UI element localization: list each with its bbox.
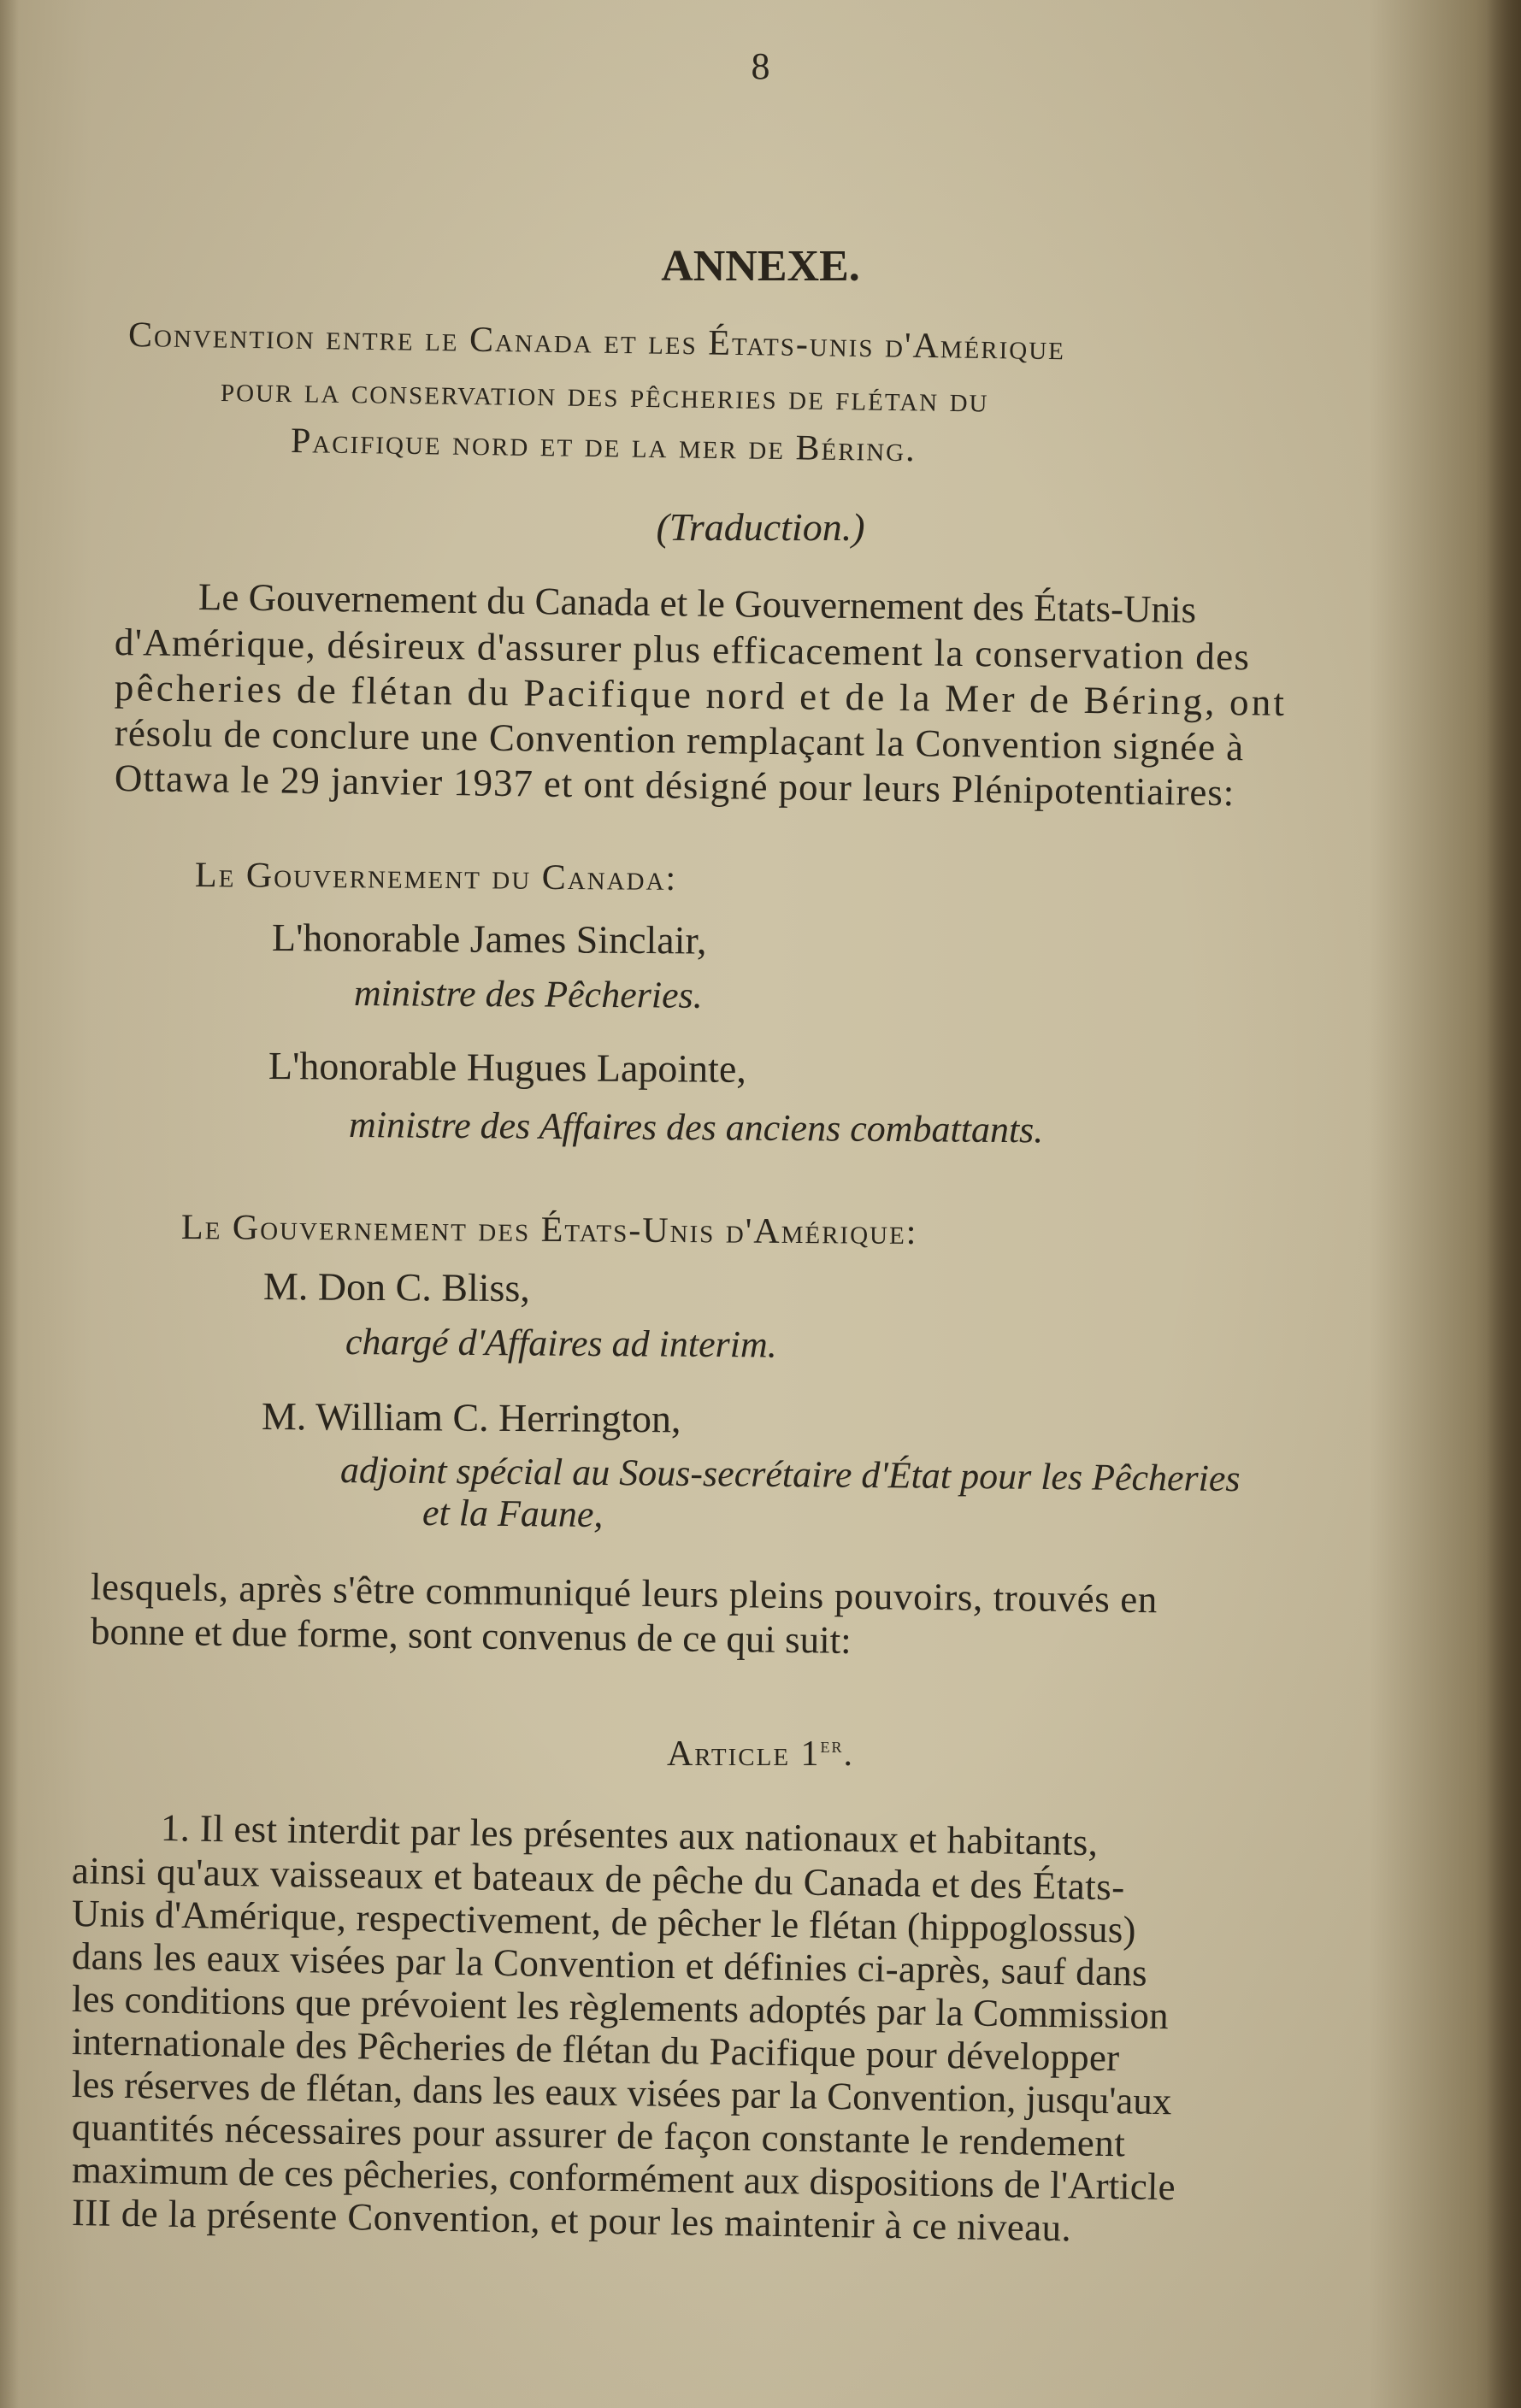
plenipotentiary-name-2: L'honorable Hugues Lapointe,: [268, 1044, 747, 1091]
plenipotentiary-name-4: M. William C. Herrington,: [261, 1394, 681, 1441]
article-line-10: III de la présente Convention, et pour les maintenir à ce niveau.: [71, 2191, 1072, 2250]
article-line-2: ainsi qu'aux vaisseaux et bateaux de pêche du Canada et des États-: [71, 1849, 1126, 1909]
annex-heading: ANNEXE.: [661, 242, 860, 291]
plenipotentiary-title-3: chargé d'Affaires ad interim.: [345, 1321, 777, 1366]
article-line-4: dans les eaux visées par la Convention et définies ci-après, sauf dans: [71, 1934, 1148, 1994]
preamble-line-4: résolu de conclure une Convention remplaçant la Convention signée à: [114, 711, 1245, 769]
usa-heading: Le Gouvernement des États-Unis d'Amérique:: [180, 1208, 918, 1253]
article-line-5: les conditions que prévoient les règlements adoptés par la Commission: [71, 1977, 1170, 2038]
convention-title-line-3: Pacifique nord et de la mer de Béring.: [290, 421, 917, 470]
preamble-line-3: pêcheries de flétan du Pacifique nord et de la Mer de Béring, ont: [114, 666, 1288, 724]
plenipotentiary-name-3: M. Don C. Bliss,: [262, 1264, 531, 1310]
page-right-shadow: [1487, 0, 1521, 2408]
article-line-7: les réserves de flétan, dans les eaux visées par la Convention, jusqu'aux: [71, 2063, 1172, 2123]
article-line-8: quantités nécessaires pour assurer de façon constante le rendement: [71, 2105, 1126, 2165]
article-line-1: 1. Il est interdit par les présentes aux nationaux et habitants,: [160, 1806, 1099, 1864]
translation-note: (Traduction.): [656, 505, 865, 549]
plenipotentiary-title-4: adjoint spécial au Sous-secrétaire d'État pour les Pêcheries: [339, 1449, 1241, 1500]
preamble-line-1: Le Gouvernement du Canada et le Gouvernement des États-Unis: [197, 575, 1197, 632]
plenipotentiary-title-1: ministre des Pêcheries.: [353, 972, 703, 1016]
canada-heading: Le Gouvernement du Canada:: [194, 856, 678, 898]
preamble-line-2: d'Amérique, désireux d'assurer plus efficacement la conservation des: [114, 621, 1251, 679]
article-heading: Article 1er.: [666, 1734, 855, 1774]
convention-title-line-2: pour la conservation des pêcheries de flétan du: [220, 370, 989, 421]
closing-line-2: bonne et due forme, sont convenus de ce qui suit:: [90, 1610, 852, 1662]
preamble-line-5: Ottawa le 29 janvier 1937 et ont désigné pour leurs Plénipotentiaires:: [114, 757, 1235, 815]
plenipotentiary-title-2: ministre des Affaires des anciens combattants.: [348, 1104, 1044, 1151]
plenipotentiary-name-1: L'honorable James Sinclair,: [271, 916, 707, 963]
plenipotentiary-title-4-continued: et la Faune,: [422, 1492, 604, 1536]
convention-title-line-1: Convention entre le Canada et les États-unis d'Amérique: [127, 315, 1066, 368]
closing-line-1: lesquels, après s'être communiqué leurs pleins pouvoirs, trouvés en: [90, 1565, 1158, 1622]
article-line-9: maximum de ces pêcheries, conformément aux dispositions de l'Article: [71, 2148, 1176, 2209]
article-line-6: internationale des Pêcheries de flétan du Pacifique pour développer: [71, 2020, 1120, 2080]
page-left-shadow: [0, 0, 19, 2408]
article-line-3: Unis d'Amérique, respectivement, de pêcher le flétan (hippoglossus): [71, 1892, 1137, 1952]
page-number: 8: [751, 45, 770, 87]
